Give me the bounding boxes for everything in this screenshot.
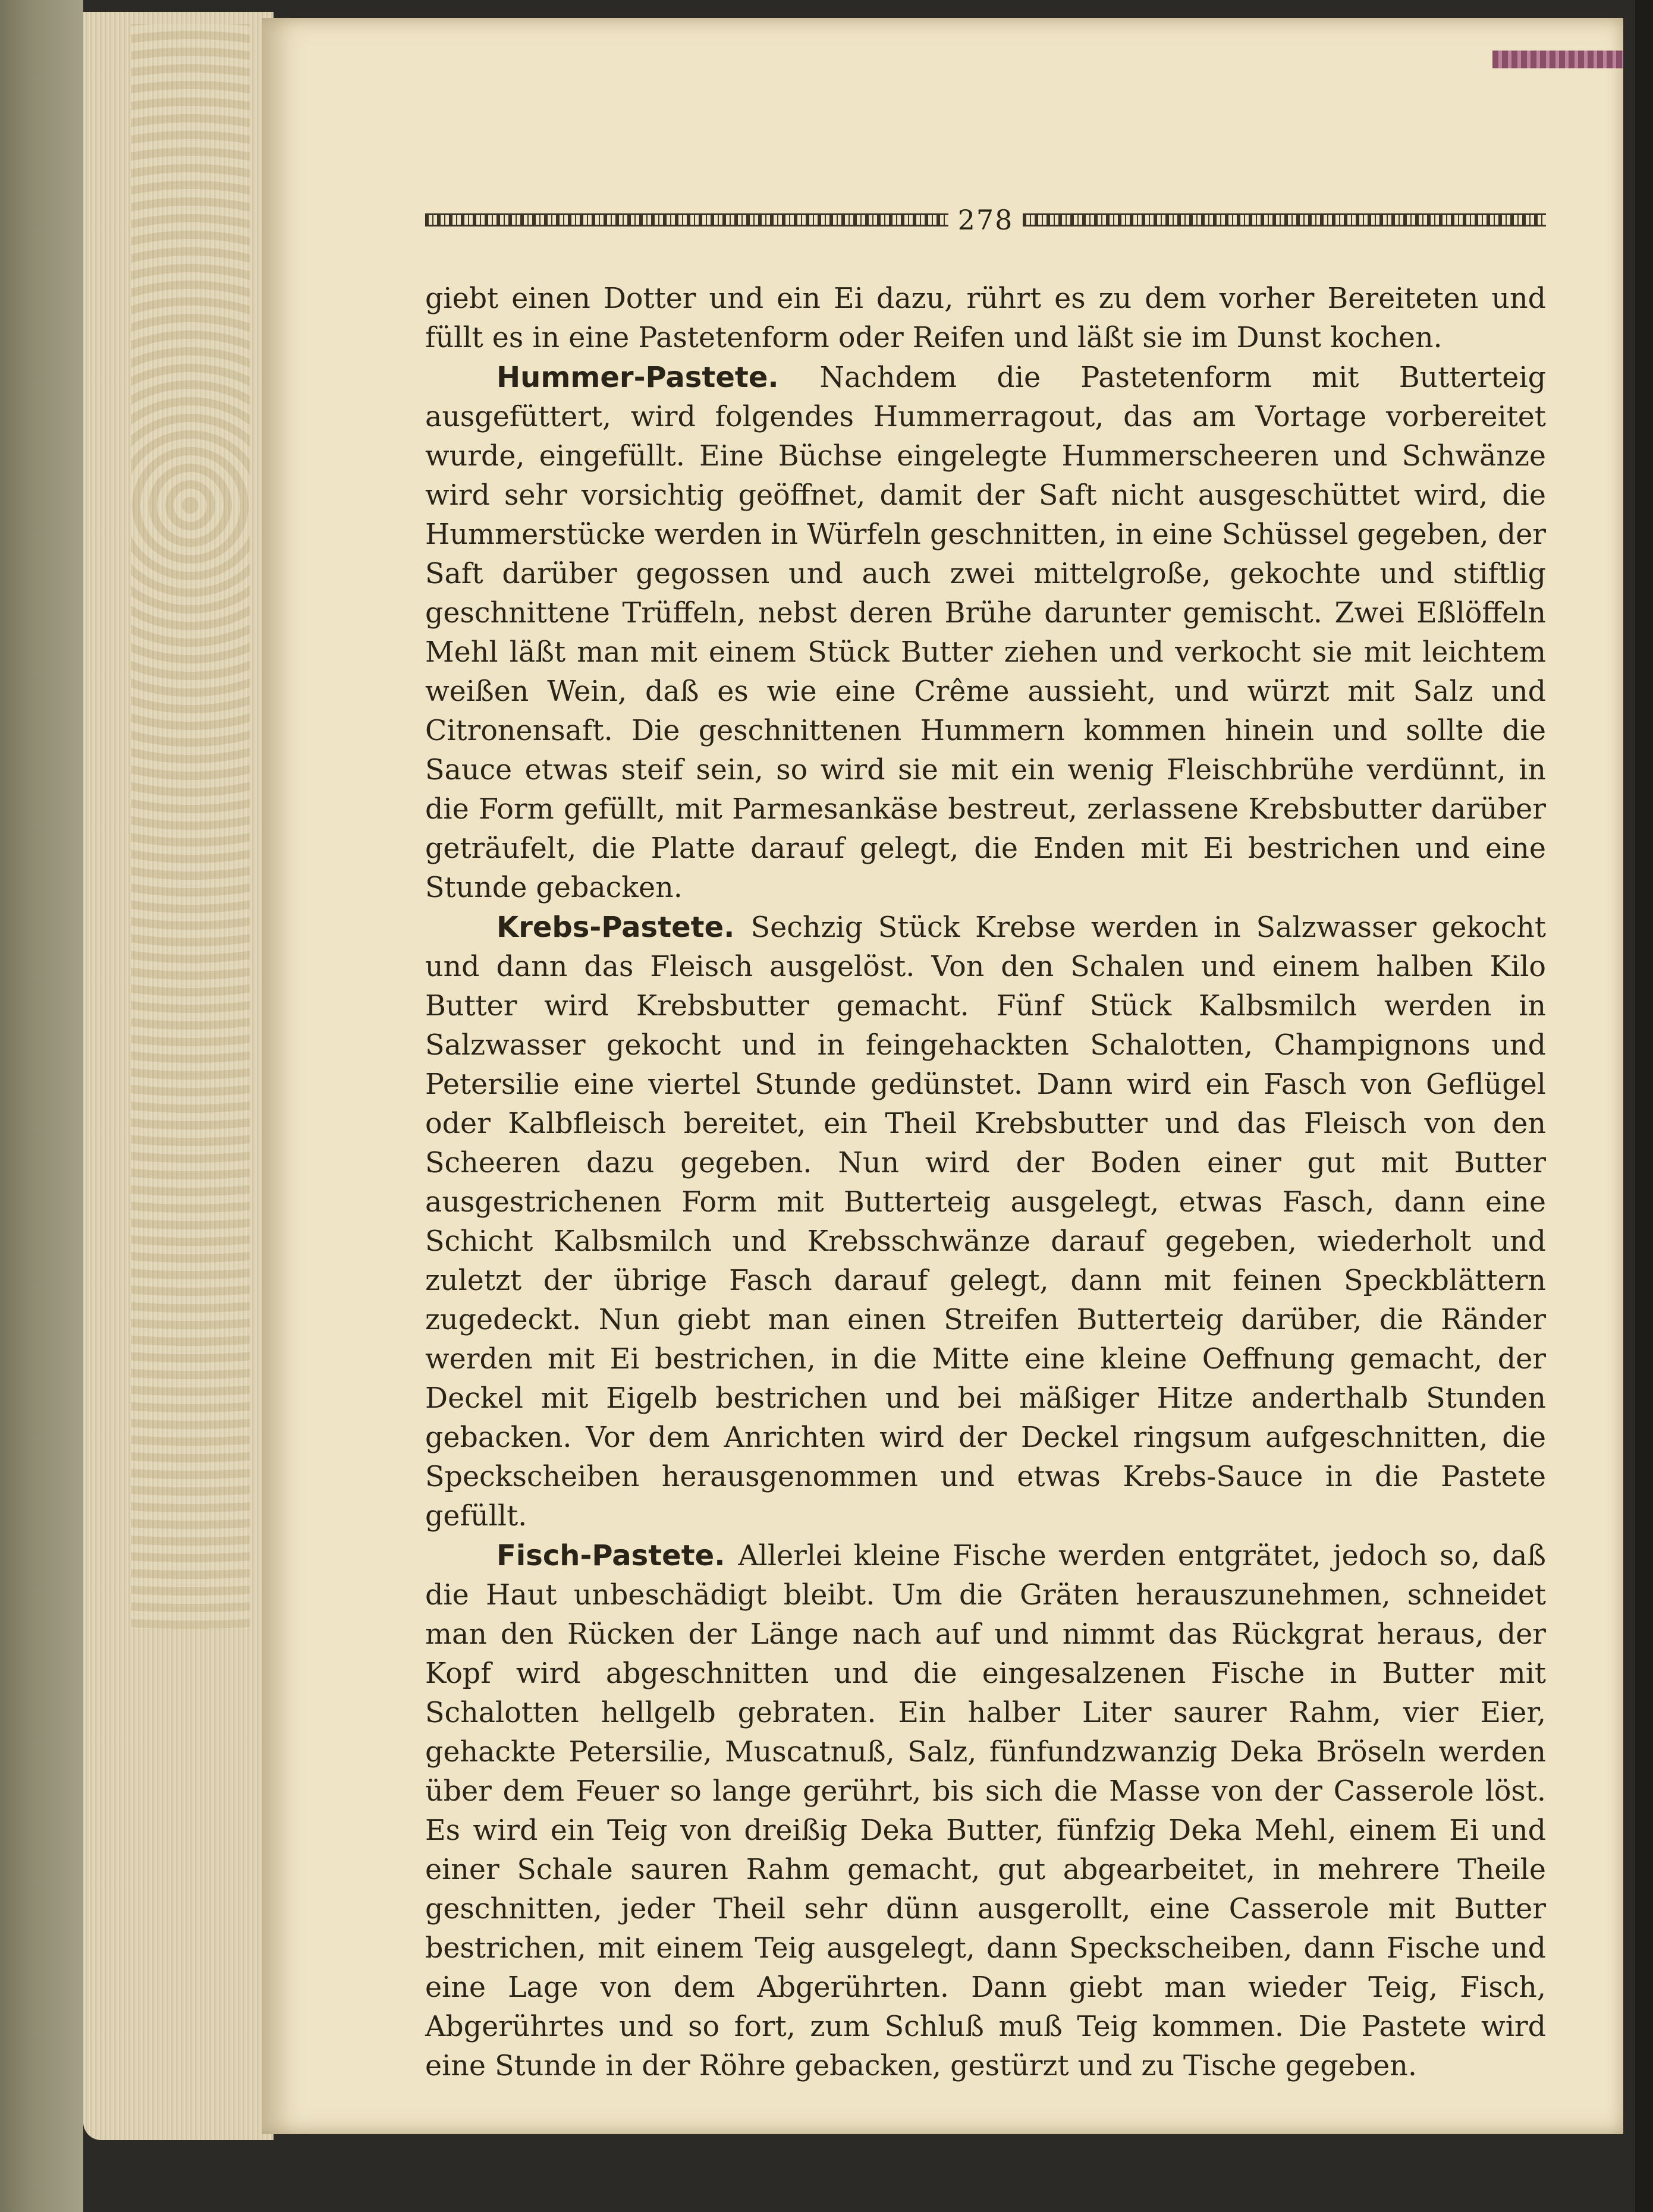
recipe-heading: Fisch-Pastete. — [496, 1539, 738, 1572]
paragraph-text: giebt einen Dotter und ein Ei dazu, rührt es zu dem vorher Bereiteten und füllt es in eine Pastetenform oder Reifen und läßt sie im Dunst kochen. — [425, 282, 1546, 354]
paragraph-text: Sechzig Stück Krebse werden in Salzwasser gekocht und dann das Fleisch ausgelöst. Von den Schalen und einem halben Kilo Butter wird Krebsbutter gemacht. Fünf Stück Kalbsmilch werden in Salzwasser gekocht und in feingehackten Schalotten, Champignons und Petersilie eine viertel Stunde gedünstet. Dann wird ein Fasch von Geflügel oder Kalbfleisch bereitet, ein Theil Krebsbutter und das Fleisch von den Scheeren dazu gegeben. Nun wird der Boden einer gut mit Butter ausgestrichenen Form mit Butterteig ausgelegt, etwas Fasch, dann eine Schicht Kalbsmilch und Krebsschwänze darauf gegeben, wiederholt und zuletzt der übrige Fasch darauf gelegt, dann mit feinen Speckblättern zugedeckt. Nun giebt man einen Streifen Butterteig darüber, die Ränder werden mit Ei bestrichen, in die Mitte eine kleine Oeffnung gemacht, der Deckel mit Eigelb bestrichen und bei mäßiger Hitze anderthalb Stunden gebacken. Vor dem Anrichten wird der Deckel ringsum aufgeschnitten, die Speckscheiben herausgenommen und etwas Krebs-Sauce in die Pastete gefüllt. — [425, 911, 1546, 1533]
paragraph-fisch-pastete — [425, 1536, 1546, 2086]
bookmark-ribbon — [1492, 51, 1623, 68]
paragraph-continued — [425, 279, 1546, 358]
header-ornament-right — [1023, 213, 1546, 226]
paragraph-text: Nachdem die Pastetenform mit Butterteig ausgefüttert, wird folgendes Hummerragout, das am Vortage vorbereitet wurde, eingefüllt. Eine Büchse eingelegte Hummerscheeren und Schwänze wird sehr vorsichtig geöffnet, damit der Saft nicht ausgeschüttet wird, die Hummerstücke werden in Würfeln geschnitten, in eine Schüssel gegeben, der Saft darüber gegossen und auch zwei mittelgroße, gekochte und stiftlig geschnittene Trüffeln, nebst deren Brühe darunter gemischt. Zwei Eßlöffeln Mehl läßt man mit einem Stück Butter ziehen und verkocht sie mit leichtem weißen Wein, daß es wie eine Crême aussieht, und würzt mit Salz und Citronensaft. Die geschnittenen Hummern kommen hinein und sollte die Sauce etwas steif sein, so wird sie mit ein wenig Fleischbrühe verdünnt, in die Form gefüllt, mit Parmesankäse bestreut, zerlassene Krebsbutter darüber geträufelt, die Platte darauf gelegt, die Enden mit Ei bestrichen und eine Stunde gebacken. — [425, 361, 1546, 904]
page-body — [425, 279, 1546, 2086]
paragraph-text: Allerlei kleine Fische werden entgrätet, jedoch so, daß die Haut unbeschädigt bleibt. Um die Gräten herauszunehmen, schneidet man den Rücken der Länge nach auf und nimmt das Rückgrat heraus, der Kopf wird abgeschnitten und die eingesalzenen Fische in Butter mit Schalotten hellgelb gebraten. Ein halber Liter saurer Rahm, vier Eier, gehackte Petersilie, Muscatnuß, Salz, fünfundzwanzig Deka Bröseln werden über dem Feuer so lange gerührt, bis sich die Masse von der Casserole löst. Es wird ein Teig von dreißig Deka Butter, fünfzig Deka Mehl, einem Ei und einer Schale sauren Rahm gemacht, gut abgearbeitet, in mehrere Theile geschnitten, jeder Theil sehr dünn ausgerollt, eine Casserole mit Butter bestrichen, mit einem Teig ausgelegt, dann Speckscheiben, dann Fische und eine Lage von dem Abgerührten. Dann giebt man wieder Teig, Fisch, Abgerührtes und so fort, zum Schluß muß Teig kommen. Die Pastete wird eine Stunde in der Röhre gebacken, gestürzt und zu Tische gegeben. — [425, 1540, 1546, 2082]
recipe-heading: Hummer-Pastete. — [496, 361, 820, 394]
page-header — [425, 202, 1546, 238]
book-binding — [0, 0, 83, 2212]
header-ornament-left — [425, 213, 948, 226]
recipe-heading: Krebs-Pastete. — [496, 911, 751, 944]
page-edges — [83, 12, 274, 2140]
dark-edge — [1635, 0, 1653, 2212]
paragraph-krebs-pastete — [425, 908, 1546, 1536]
page-number: 278 — [957, 204, 1014, 236]
paragraph-hummer-pastete — [425, 358, 1546, 908]
